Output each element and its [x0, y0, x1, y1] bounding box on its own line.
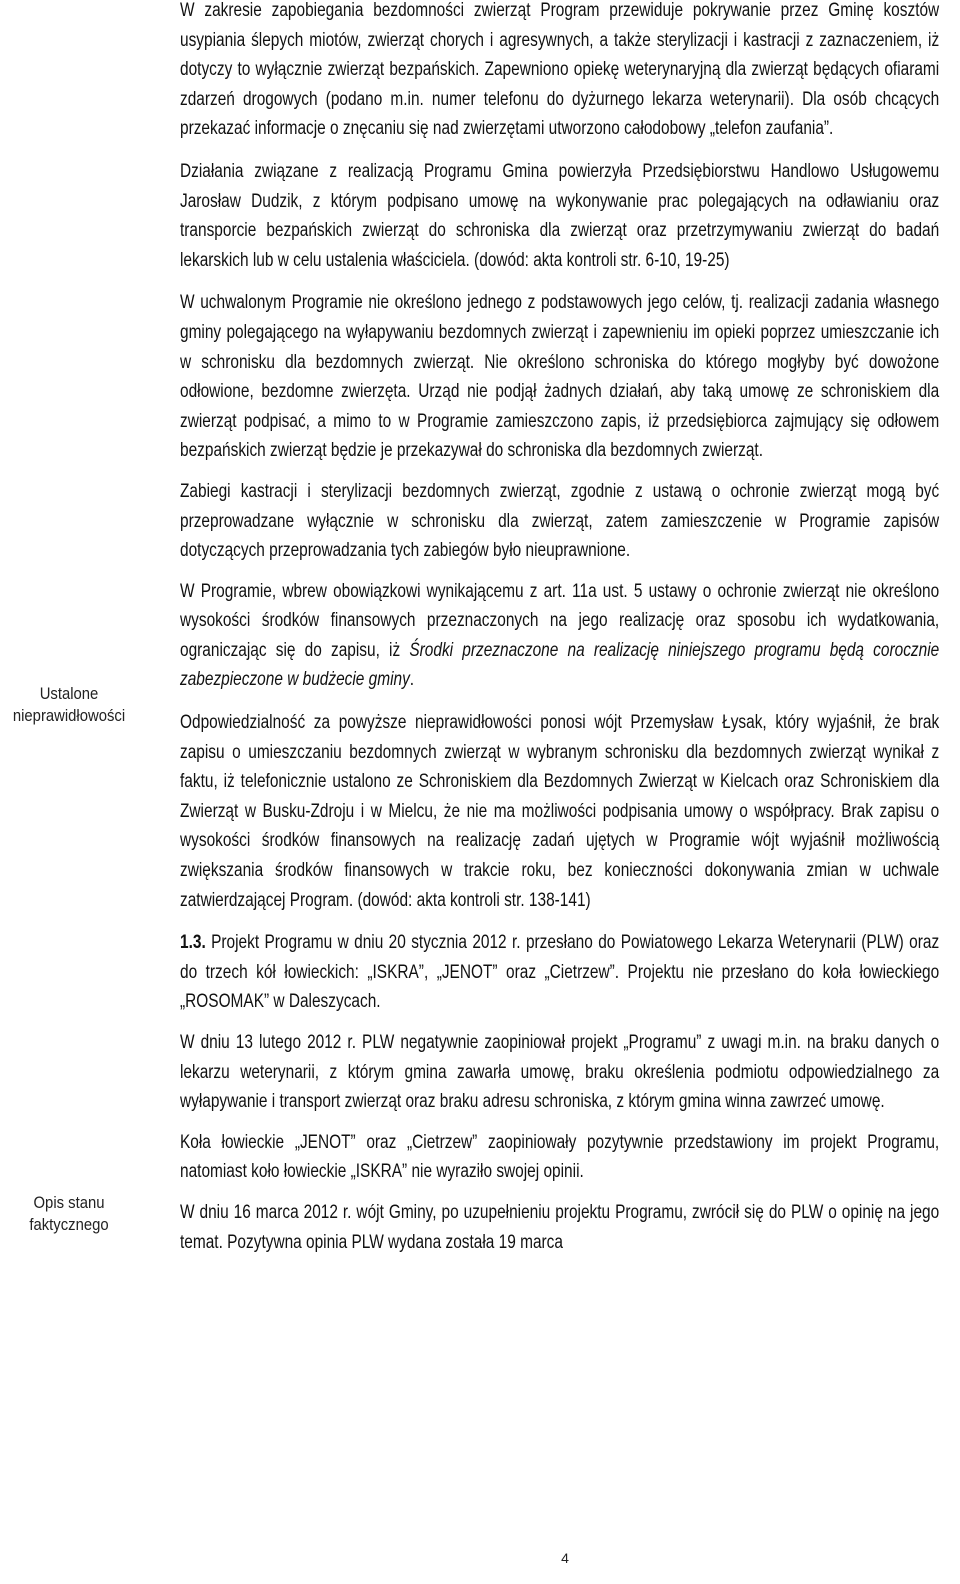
paragraph-prevention: W zakresie zapobiegania bezdomności zwierząt Program przewiduje pokrywanie przez Gminę kosztów usypiania ślepych miotów, zwierząt chorych i agresywnych, a także sterylizacji i kastracji z zaznaczeniem, iż dotyczy to wyłącznie zwierząt bezpańskich. Zapewniono opiekę weterynaryjną dla zwierząt będących ofiarami zdarzeń drogowych (podano m.in. numer telefonu do dyżurnego lekarza weterynarii). Dla osób chcących przekazać informacje o znęcaniu się nad zwierzętami utworzono całodobowy „telefon zaufania”. — [180, 0, 940, 140]
margin-note-irregularities: Ustalone nieprawidłowości — [12, 685, 126, 725]
funding-end: . — [409, 669, 415, 691]
paragraph-responsibility: Odpowiedzialność za powyższe nieprawidłowości ponosi wójt Przemysław Łysak, który wyjaśnił, że brak zapisu o umieszczaniu bezdomnych zwierząt w wybranym schronisku dla bezdomnych zwierząt wynikał z faktu, iż telefonicznie ustalono ze Schroniskiem dla Bezdomnych Zwierząt w Kielcach oraz Schroniskiem dla Zwierząt w Busku-Zdroju i w Mielcu, że nie ma możliwości podpisania umowy o współpracy. Brak zapisu o wysokości środków finansowych na realizację zadań ujętych w Programie wójt wyjaśnił możliwością zwiększania środków finansowych w trakcie roku, bez konieczności dokonywania zmian w uchwale zatwierdzającej Program. (dowód: akta kontroli str. 138-141) — [180, 712, 940, 911]
section-number: 1.3. — [180, 932, 206, 954]
paragraph-final-opinion: W dniu 16 marca 2012 r. wójt Gminy, po uzupełnieniu projektu Programu, zwrócił się do PLW o opinię na jego temat. Pozytywna opinia PLW wydana została 19 marca — [180, 1201, 940, 1253]
paragraph-sterilization: Zabiegi kastracji i sterylizacji bezdomnych zwierząt, zgodnie z ustawą o ochronie zwierząt mogą być przeprowadzane wyłącznie w schronisku dla zwierząt, zatem zamieszczenie w Programie zapisów dotyczących przeprowadzania tych zabiegów było nieuprawnione. — [180, 480, 940, 562]
paragraph-contractor: Działania związane z realizacją Programu Gmina powierzyła Przedsiębiorstwu Handlowo Usługowemu Jarosław Dudzik, z którym podpisano umowę na wykonywanie prac polegających na odławianiu oraz transporcie bezpańskich zwierząt do schroniska dla zwierząt oraz przetrzymywaniu zwierząt do badań lekarskich lub w celu ustalenia właściciela. (dowód: akta kontroli str. 6-10, 19-25) — [180, 160, 940, 271]
project-text: Projekt Programu w dniu 20 stycznia 2012 r. przesłano do Powiatowego Lekarza Weterynarii (PLW) oraz do trzech kół łowieckich: „ISKRA”, „JENOT” oraz „Cietrzew”. Projektu nie przesłano do koła łowieckiego „ROSOMAK” w Daleszycach. — [180, 932, 940, 1013]
margin-note-facts: Opis stanu faktycznego — [29, 1194, 109, 1234]
page-number: 4 — [561, 1550, 569, 1566]
paragraph-missing-goal: W uchwalonym Programie nie określono jednego z podstawowych jego celów, tj. realizacji zadania własnego gminy polegającego na wyłapywaniu bezdomnych zwierząt i zapewnieniu im opieki poprzez umieszczanie ich w schronisku dla bezdomnych zwierząt. Nie określono schroniska do którego mogłyby być dowożone odłowione, bezdomne zwierzęta. Urząd nie podjął żadnych działań, aby taką umowę ze schroniskiem dla zwierząt podpisać, a mimo to w Programie zamieszczono zapis, iż przedsiębiorca zajmujący się odłowem bezpańskich zwierząt będzie je przekazywał do schroniska dla bezdomnych zwierząt. — [180, 292, 940, 462]
paragraph-project — [180, 928, 939, 1017]
funding-text: W Programie, wbrew obowiązkowi wynikającemu z art. 11a ust. 5 ustawy o ochronie zwierząt nie określono wysokości środków finansowych przeznaczonych na jego realizację oraz sposobu ich wydatkowania, ograniczając się do zapisu, iż — [180, 580, 940, 661]
document-body — [180, 0, 939, 1257]
paragraph-hunting-clubs: Koła łowieckie „JENOT” oraz „Cietrzew” zaopiniowały pozytywnie przedstawiony im projekt Programu, natomiast koło łowieckie „ISKRA” nie wyraziło swojej opinii. — [180, 1131, 940, 1183]
paragraph-plw-opinion: W dniu 13 lutego 2012 r. PLW negatywnie zaopiniował projekt „Programu” z uwagi m.in. na braku danych o lekarzu weterynarii, z którym gmina zawarła umowę, braku określenia podmiotu odpowiedzialnego za wyłapywanie i transport zwierząt oraz braku adresu schroniska, z którym gmina winna zawrzeć umowę. — [180, 1032, 940, 1113]
paragraph-funding — [180, 577, 939, 695]
funding-quote: Środki przeznaczone na realizację niniejszego programu będą corocznie zabezpieczone w budżecie gminy — [180, 639, 940, 691]
